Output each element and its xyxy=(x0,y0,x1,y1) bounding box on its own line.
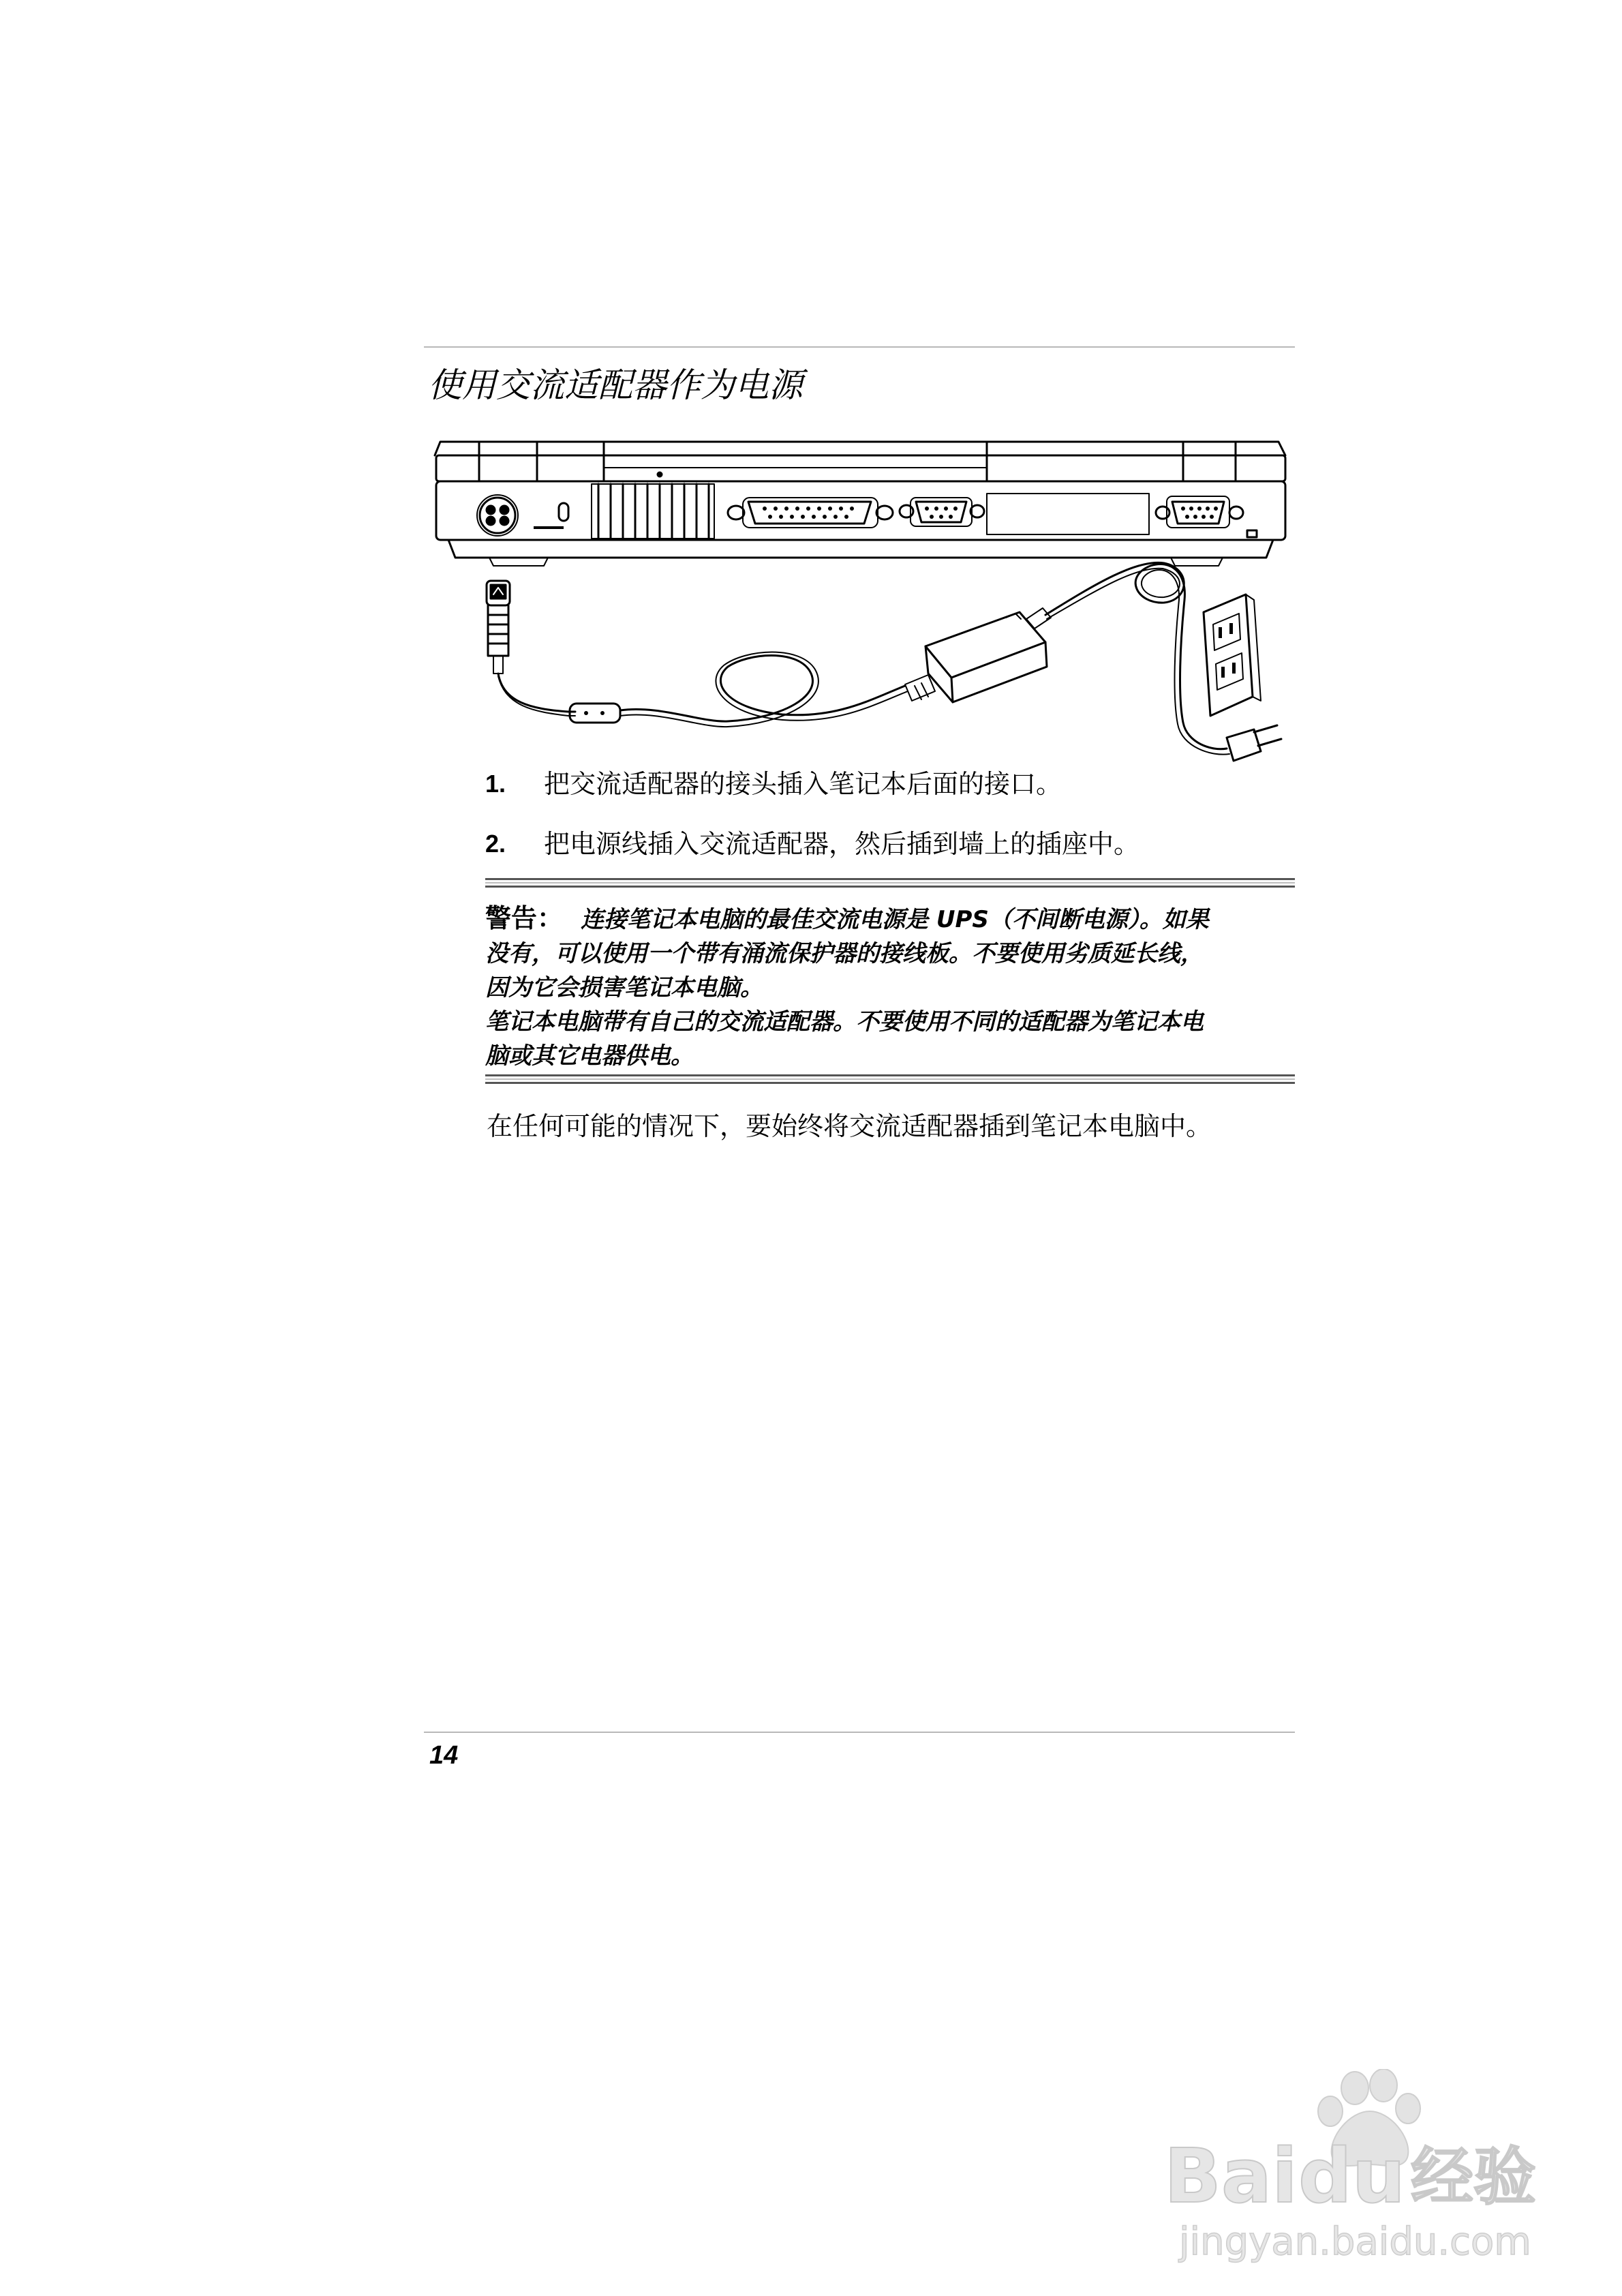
baidu-watermark-logo xyxy=(1152,2069,1561,2267)
warning-line: 笔记本电脑带有自己的交流适配器。不要使用不同的适配器为笔记本电 xyxy=(485,1008,1204,1036)
step-number: 2. xyxy=(485,830,506,858)
step-number: 1. xyxy=(485,770,506,798)
step-item xyxy=(485,825,1289,885)
wall-outlet-drawing xyxy=(1204,594,1261,716)
warning-line: 没有，可以使用一个带有涌流保护器的接线板。不要使用劣质延长线， xyxy=(485,940,1204,967)
svg-text:Bai: Bai xyxy=(1164,2132,1298,2220)
watermark-url: jingyan.baidu.com xyxy=(1179,2220,1531,2264)
step-text: 把电源线插入交流适配器，然后插到墙上的插座中。 xyxy=(544,829,1140,859)
footer-divider xyxy=(424,1732,1295,1733)
warning-line: 因为它会损害笔记本电脑。 xyxy=(485,974,763,1001)
adapter-cable-drawing xyxy=(498,652,908,727)
laptop-rear-drawing xyxy=(435,442,1285,566)
adapter-connection-illustration xyxy=(428,436,1300,764)
top-divider xyxy=(424,346,1295,348)
warning-text: 连接笔记本电脑的最佳交流电源是 UPS（不间断电源）。如果 xyxy=(581,906,1209,933)
dc-plug-drawing xyxy=(487,581,510,674)
step-item xyxy=(485,765,1289,825)
closing-paragraph: 在任何可能的情况下，要始终将交流适配器插到笔记本电脑中。 xyxy=(487,1111,1212,1141)
warning-top-rule xyxy=(485,878,1295,888)
instruction-steps xyxy=(485,765,1289,885)
page-number: 14 xyxy=(429,1741,459,1770)
step-text: 把交流适配器的接头插入笔记本后面的接口。 xyxy=(544,769,1062,799)
warning-line: 脑或其它电器供电。 xyxy=(485,1042,694,1070)
warning-bottom-rule xyxy=(485,1074,1295,1084)
svg-text:经验: 经验 xyxy=(1411,2141,1537,2214)
warning-label: 警告： xyxy=(485,903,564,933)
warning-box xyxy=(485,901,1293,1073)
power-cord-drawing xyxy=(1045,562,1281,761)
section-title: 使用交流适配器作为电源 xyxy=(428,365,803,405)
svg-text:du: du xyxy=(1298,2132,1406,2220)
ac-adapter-brick-drawing xyxy=(905,608,1051,702)
warning-line xyxy=(485,901,1293,937)
